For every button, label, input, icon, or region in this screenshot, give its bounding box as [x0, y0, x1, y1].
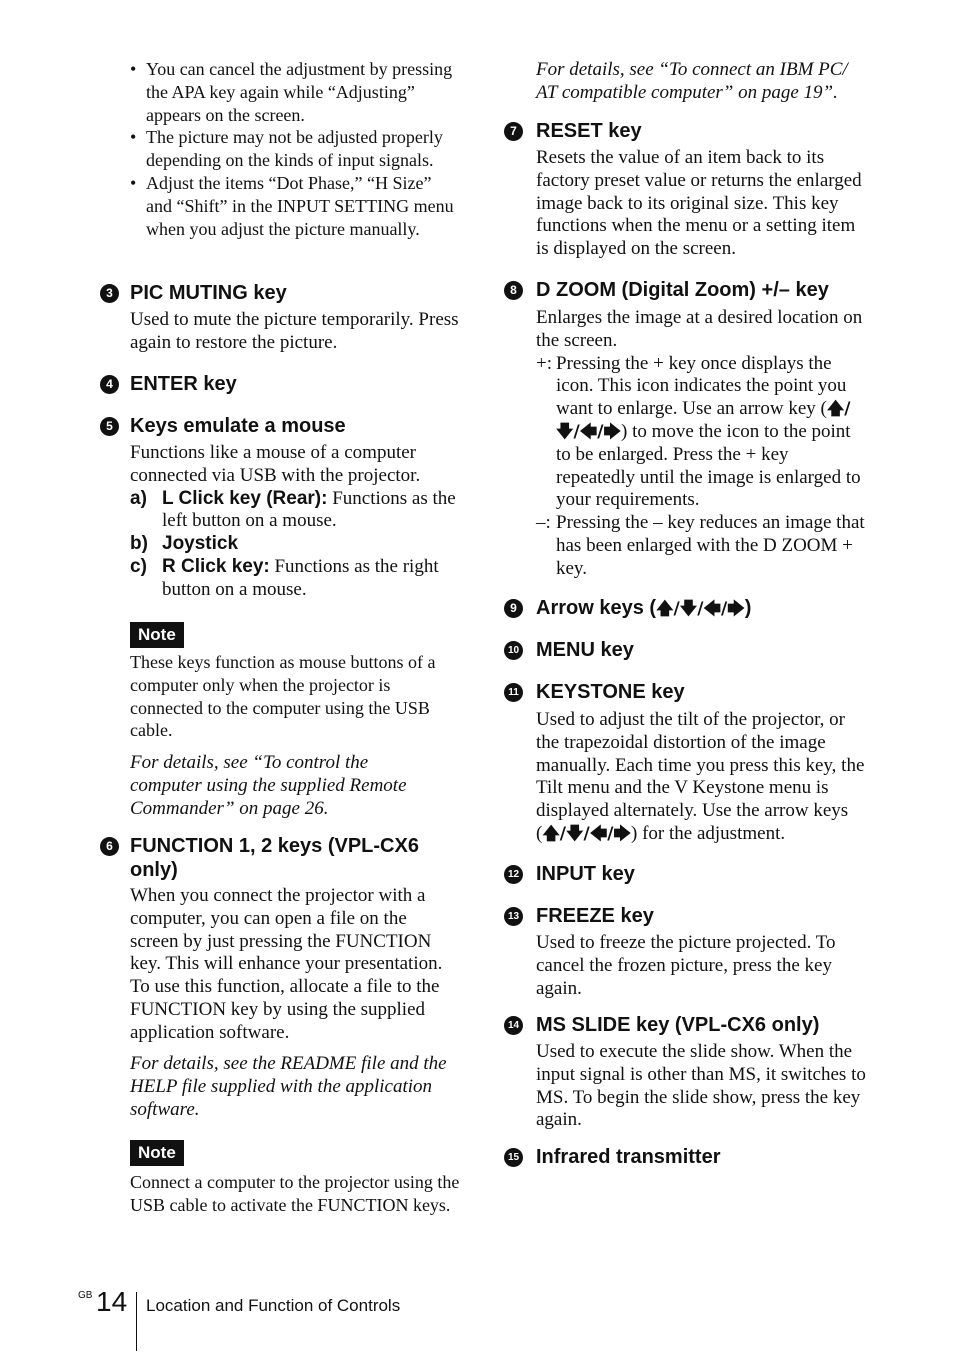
- sub-item: a) L Click key (Rear): Functions as the left button on a mouse.: [130, 487, 456, 532]
- section-heading: ENTER key: [130, 373, 237, 395]
- cross-reference: For details, see “To control the computer using the supplied Remote Commander” on page 26.: [130, 752, 407, 819]
- minus-description: –: Pressing the – key reduces an image that has been enlarged with the D ZOOM + key.: [536, 512, 865, 579]
- section-footer-title: Location and Function of Controls: [146, 1296, 401, 1315]
- item-number-badge: 8: [504, 281, 523, 300]
- arrow-keys-icon: 🡅/🡇/🡄/🡆: [556, 399, 851, 442]
- section-body: Used to freeze the picture projected. To cancel the frozen picture, press the key again.: [536, 932, 836, 999]
- page-number: 14: [96, 1286, 128, 1317]
- item-number-badge: 6: [100, 837, 119, 856]
- plus-description: +: Pressing the + key once displays the icon. This icon indicates the point you want to enlarge. Use an arrow key (🡅/🡇/🡄/🡆) to move the icon to the point to be enlarged. Press the + key repeatedly until the image is enlarged to your requirements.: [536, 352, 861, 511]
- item-number-badge: 3: [100, 284, 119, 303]
- note-text: Connect a computer to the projector using the USB cable to activate the FUNCTION keys.: [130, 1172, 460, 1215]
- sub-item: c) R Click key: Functions as the right button on a mouse.: [130, 555, 439, 600]
- list-item: • The picture may not be adjusted properly depending on the kinds of input signals.: [130, 127, 443, 171]
- section-heading: KEYSTONE key: [536, 681, 685, 703]
- section-heading: FUNCTION 1, 2 keys (VPL-CX6 only): [130, 835, 419, 881]
- section-heading: D ZOOM (Digital Zoom) +/– key: [536, 279, 829, 301]
- section-heading: FREEZE key: [536, 905, 654, 927]
- section-body: Used to adjust the tilt of the projector, or the trapezoidal distortion of the image manually. Each time you press this key, the Tilt menu and the V Keystone menu is displayed alternately. Use the arrow keys (🡅/🡇/🡄/🡆) for the adjustment.: [536, 709, 865, 844]
- section-heading: RESET key: [536, 120, 642, 142]
- item-number-badge: 13: [504, 907, 523, 926]
- section-body: When you connect the projector with a computer, you can open a file on the screen by just pressing the FUNCTION key. This will enhance your presentation. To use this function, allocate a file to the FUNCTION key by using the supplied application software.: [130, 885, 443, 1043]
- section-body: Functions like a mouse of a computer connected via USB with the projector. a) L Click key (Rear): Functions as the left button on a mouse. b) Joystick c) R Click key: Functions as the right button on a mouse.: [130, 442, 460, 602]
- item-number-badge: 12: [504, 865, 523, 884]
- section-heading: Arrow keys (🡅/🡇/🡄/🡆): [536, 597, 752, 619]
- section-heading: MS SLIDE key (VPL-CX6 only): [536, 1014, 820, 1036]
- section-heading: INPUT key: [536, 863, 635, 885]
- note-badge: Note: [130, 622, 184, 648]
- item-number-badge: 14: [504, 1016, 523, 1035]
- item-number-badge: 4: [100, 375, 119, 394]
- section-heading: PIC MUTING key: [130, 282, 287, 304]
- item-number-badge: 7: [504, 122, 523, 141]
- item-number-badge: 10: [504, 641, 523, 660]
- arrow-keys-icon: 🡅/🡇/🡄/🡆: [542, 823, 632, 844]
- footer-divider: [136, 1292, 137, 1351]
- list-item: • Adjust the items “Dot Phase,” “H Size” and “Shift” in the INPUT SETTING menu when you adjust the picture manually.: [130, 172, 454, 239]
- item-number-badge: 9: [504, 599, 523, 618]
- item-number-badge: 15: [504, 1148, 523, 1167]
- cross-reference: For details, see “To connect an IBM PC/ AT compatible computer” on page 19”.: [536, 59, 848, 103]
- arrow-keys-icon: 🡅/🡇/🡄/🡆: [656, 599, 745, 619]
- note-text: These keys function as mouse buttons of a computer only when the projector is connected to the computer using the USB cable.: [130, 652, 436, 741]
- bullet-list: [130, 58, 460, 240]
- region-code: GB: [78, 1290, 93, 1301]
- section-body: Resets the value of an item back to its factory preset value or returns the enlarged image back to its original size. This key functions when the menu or a setting item is displayed on the screen.: [536, 147, 862, 260]
- item-number-badge: 11: [504, 683, 523, 702]
- section-body: Enlarges the image at a desired location on the screen. +: Pressing the + key once displays the icon. This icon indicates the point you want to enlarge. Use an arrow key (🡅/🡇/🡄/🡆) to move the icon to the point to be enlarged. Press the + key repeatedly until the image is enlarged to your requirements. –: Pressing the – key reduces an image that has been enlarged with the D ZOOM + key.: [536, 307, 865, 579]
- sub-item: b) Joystick: [130, 533, 239, 555]
- item-number-badge: 5: [100, 417, 119, 436]
- section-body: Used to execute the slide show. When the input signal is other than MS, it switches to MS. To begin the slide show, press the key again.: [536, 1041, 866, 1131]
- section-heading: Keys emulate a mouse: [130, 415, 346, 437]
- note-badge: Note: [130, 1140, 184, 1166]
- list-item: • You can cancel the adjustment by pressing the APA key again while “Adjusting” appears on the screen.: [130, 59, 453, 125]
- section-heading: Infrared transmitter: [536, 1146, 721, 1168]
- section-body: Used to mute the picture temporarily. Press again to restore the picture.: [130, 309, 459, 353]
- section-heading: MENU key: [536, 639, 634, 661]
- cross-reference: For details, see the README file and the HELP file supplied with the application software.: [130, 1053, 447, 1120]
